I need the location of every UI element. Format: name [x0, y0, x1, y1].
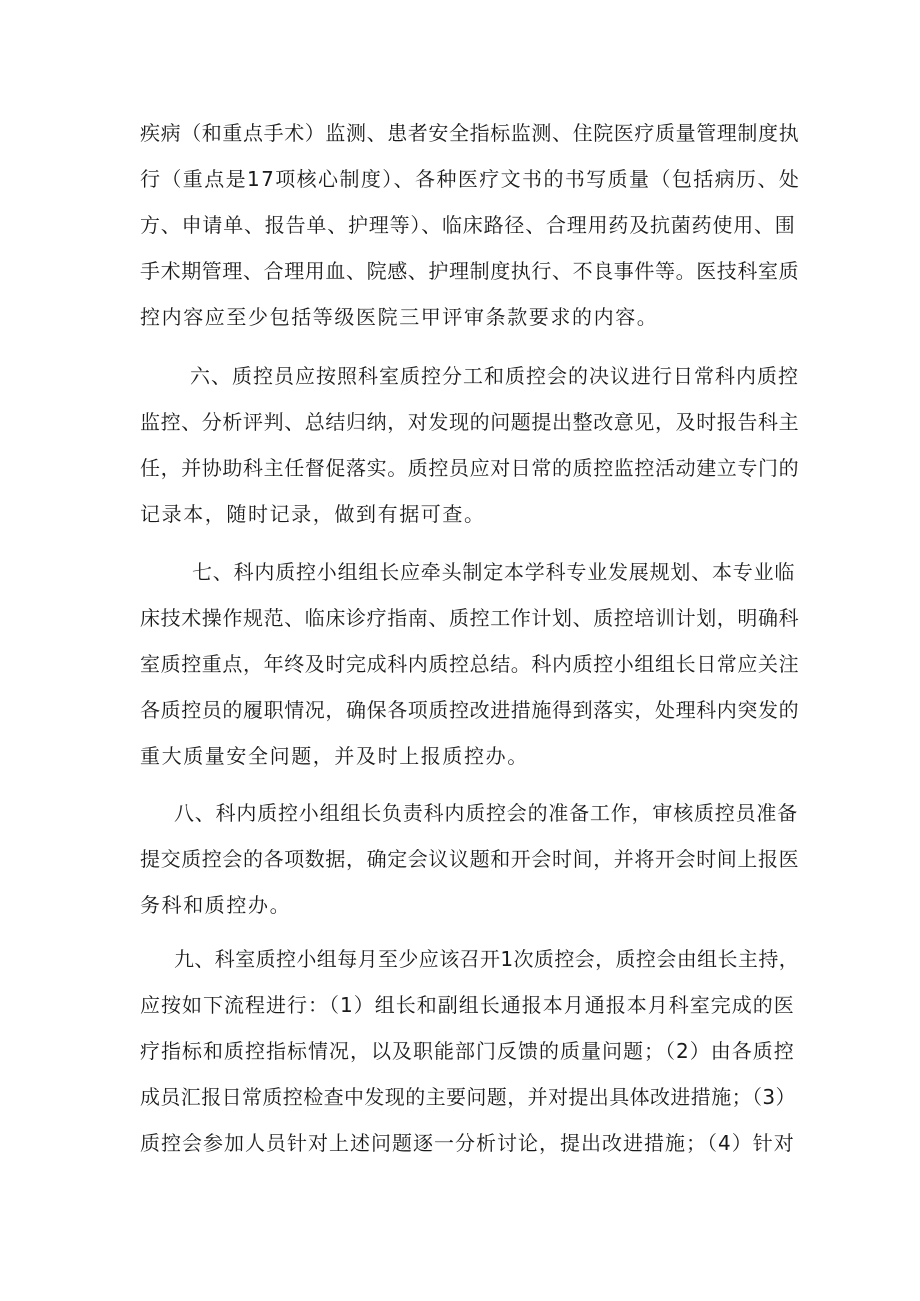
text-line: 重大质量安全问题，并及时上报质控办。 [140, 744, 529, 768]
text-line: 任，并协助科主任督促落实。质控员应对日常的质控监控活动建立专门的 [140, 456, 800, 480]
text-line: 疗指标和质控指标情况，以及职能部门反馈的质量问题；（2）由各质控 [140, 1039, 795, 1063]
text-line: 手术期管理、合理用血、院感、护理制度执行、不良事件等。医技科室质 [140, 259, 800, 283]
text-line: 床技术操作规范、临床诊疗指南、质控工作计划、质控培训计划，明确科 [140, 606, 800, 630]
text-line: 七、科内质控小组组长应牵头制定本学科专业发展规划、本专业临 [192, 560, 796, 584]
text-line: 记录本，随时记录，做到有据可查。 [140, 502, 486, 526]
text-line: 质控会参加人员针对上述问题逐一分析讨论，提出改进措施；（4）针对 [140, 1131, 795, 1155]
text-line: 行（重点是17项核心制度）、各种医疗文书的书写质量（包括病历、处 [140, 167, 801, 191]
text-line: 务科和质控办。 [140, 893, 292, 917]
text-line: 成员汇报日常质控检查中发现的主要问题，并对提出具体改进措施；（3） [140, 1085, 796, 1109]
text-line: 控内容应至少包括等级医院三甲评审条款要求的内容。 [140, 305, 659, 329]
text-line: 各质控员的履职情况，确保各项质控改进措施得到落实，处理科内突发的 [140, 698, 800, 722]
text-line: 提交质控会的各项数据，确定会议议题和开会时间，并将开会时间上报医 [140, 847, 800, 871]
text-line: 六、质控员应按照科室质控分工和质控会的决议进行日常科内质控 [190, 364, 799, 388]
text-line: 疾病（和重点手术）监测、患者安全指标监测、住院医疗质量管理制度执 [140, 121, 800, 145]
text-line: 室质控重点，年终及时完成科内质控总结。科内质控小组组长日常应关注 [140, 652, 800, 676]
text-line: 方、申请单、报告单、护理等）、临床路径、合理用药及抗菌药使用、围 [140, 213, 796, 237]
text-line: 监控、分析评判、总结归纳，对发现的问题提出整改意见，及时报告科主 [140, 410, 800, 434]
text-line: 九、科室质控小组每月至少应该召开1次质控会，质控会由组长主持， [174, 947, 800, 971]
text-line: 八、科内质控小组组长负责科内质控会的准备工作，审核质控员准备 [174, 801, 798, 825]
text-line: 应按如下流程进行：（1）组长和副组长通报本月通报本月科室完成的医 [140, 993, 795, 1017]
